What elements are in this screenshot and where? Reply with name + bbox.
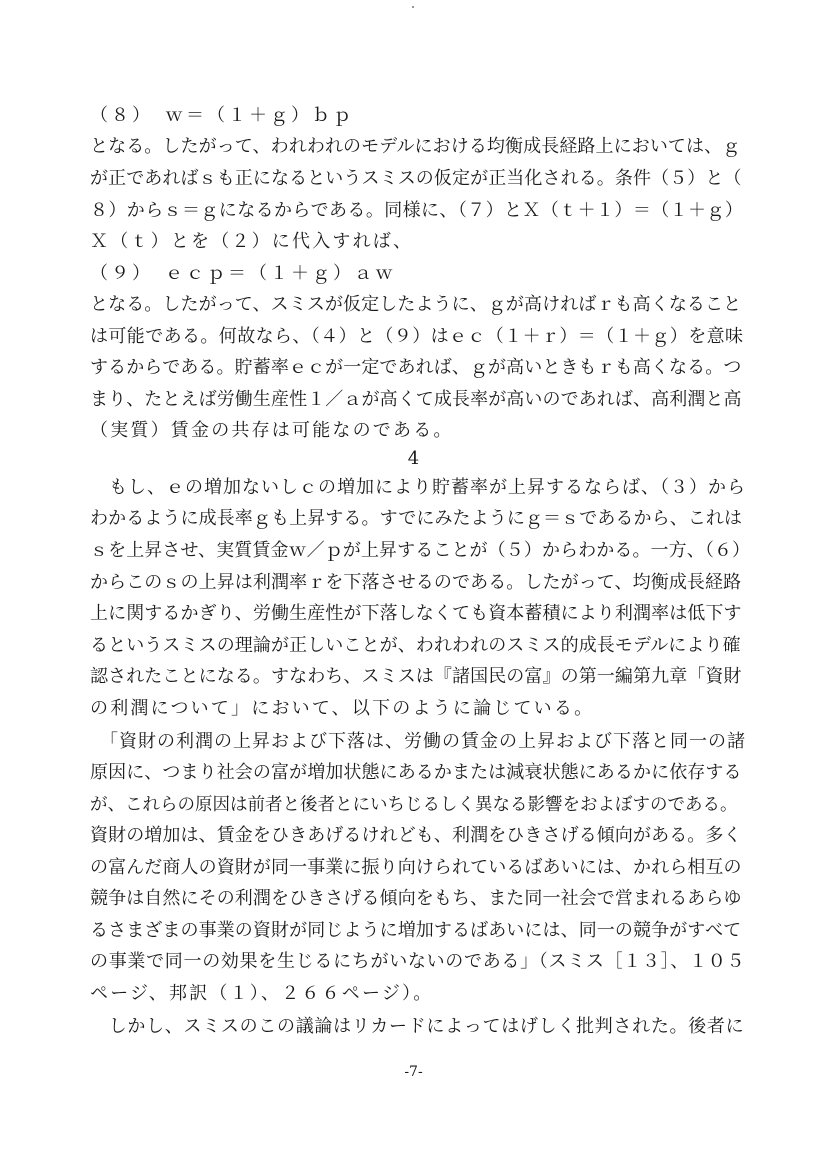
- equation-8: （８） ｗ＝（１＋ｇ）ｂｐ: [90, 105, 354, 126]
- page-number: -7-: [404, 1064, 423, 1080]
- text-line: 上に関するかぎり、労働生産性が下落しなくても資本蓄積により利潤率は低下す: [90, 603, 742, 624]
- text-line: するからである。貯蓄率ｅｃが一定であれば、ｇが高いときもｒも高くなる。つ: [90, 357, 742, 378]
- text-line: しかし、スミスのこの議論はリカードによってはげしく批判された。後者に: [90, 1016, 745, 1037]
- text-line: もし、ｅの増加ないしｃの増加により貯蓄率が上昇するならば、（３）から: [90, 477, 746, 498]
- text-line: わかるように成長率ｇも上昇する。すでにみたようにｇ＝ｓであるから、これは: [90, 508, 743, 529]
- text-line: ｓを上昇させ、実質賃金ｗ／ｐが上昇することが（５）からわかる。一方、（６）: [90, 540, 750, 561]
- text-line: ８）からｓ＝ｇになるからである。同様に、（７）とＸ（ｔ＋１）＝（１＋ｇ）: [90, 200, 744, 221]
- quote-line: 競争は自然にその利潤をひきさげる傾向をもち、また同一社会で営まれるあらゆ: [90, 888, 742, 909]
- quote-line: 「資財の利潤の上昇および下落は、労働の賃金の上昇および下落と同一の諸: [90, 731, 746, 752]
- text-line: となる。したがって、われわれのモデルにおける均衡成長経路上においては、ｇ: [90, 136, 741, 157]
- text-line: が正であればｓも正になるというスミスの仮定が正当化される。条件（５）と（: [90, 168, 742, 189]
- text-line: るというスミスの理論が正しいことが、われわれのスミス的成長モデルにより確: [90, 635, 741, 656]
- scan-speck: [412, 6, 414, 8]
- text-line: は可能である。何故なら、（４）と（９）はｅｃ（１＋ｒ）＝（１＋ｇ）を意味: [90, 326, 744, 347]
- text-line: となる。したがって、スミスが仮定したように、ｇが高ければｒも高くなること: [90, 294, 742, 315]
- citation-line: ページ、邦訳（１）、２６６ページ）。: [90, 983, 434, 1004]
- quote-line: 原因に、つまり社会の富が増加状態にあるかまたは減衰状態にあるかに依存する: [90, 762, 742, 783]
- text-line: Ｘ（ｔ）とを（２）に代入すれば、: [90, 231, 414, 252]
- quote-line: が、これらの原因は前者と後者とにいちじるしく異なる影響をおよぼすのである。: [90, 795, 738, 815]
- text-line: （実質）賃金の共存は可能なのである。: [90, 420, 454, 441]
- equation-9: （９） ｅｃｐ＝（１＋ｇ）ａｗ: [90, 263, 396, 284]
- quote-line: るさまざまの事業の資財が同じように増加するばあいには、同一の競争がすべて: [90, 920, 742, 941]
- section-number: 4: [407, 448, 420, 469]
- text-line: の利潤について」において、以下のように論じている。: [90, 698, 595, 719]
- text-line: 認されたことになる。すなわち、スミスは『諸国民の富』の第一編第九章「資財: [90, 666, 742, 687]
- text-line: まり、たとえば労働生産性１／ａが高くて成長率が高いのであれば、高利潤と高: [90, 389, 742, 410]
- text-line: からこのｓの上昇は利潤率ｒを下落させるのである。したがって、均衡成長経路: [90, 572, 742, 593]
- quote-line: の富んだ商人の資財が同一事業に振り向けられているばあいには、かれら相互の: [90, 857, 742, 878]
- quote-line: の事業で同一の効果を生じるにちがいないのである」（スミス［１３］、１０５: [90, 951, 746, 972]
- quote-line: 資財の増加は、賃金をひきあげるけれども、利潤をひきさげる傾向がある。多く: [90, 825, 742, 846]
